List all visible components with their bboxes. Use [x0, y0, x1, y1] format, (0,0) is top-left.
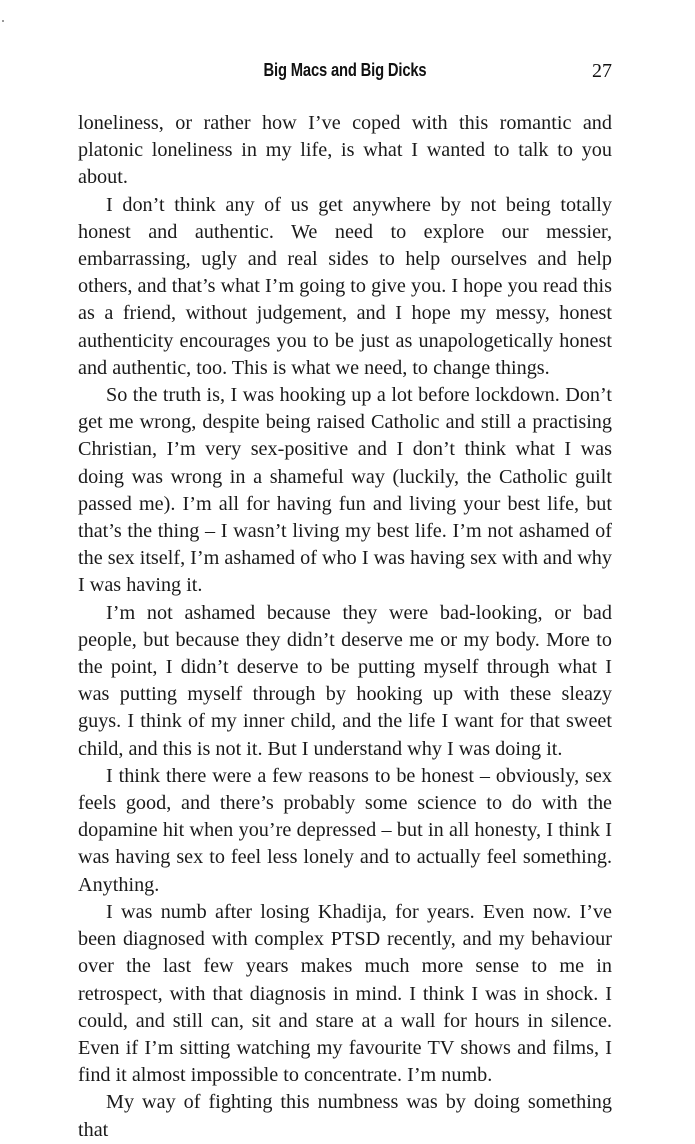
paragraph-6: I was numb after losing Khadija, for years. Even now. I’ve been diagnosed with complex PTSD recently, and my behaviour over the last few years makes much more sense to me in retrospect, with that diagnosis in mind. I think I was in shock. I could, and still can, sit and stare at a wall for hours in silence. Even if I’m sitting watching my favourite TV shows and films, I find it almost impossible to concentrate. I’m numb. [78, 900, 612, 1087]
page-number: 27 [592, 60, 612, 82]
body-text [78, 110, 612, 1144]
running-head [78, 60, 612, 90]
paragraph-3: So the truth is, I was hooking up a lot before lockdown. Don’t get me wrong, despite being raised Catholic and still a practising Christian, I’m very sex-positive and I don’t think what I was doing was wrong in a shameful way (luckily, the Catholic guilt passed me). I’m all for having fun and living your best life, but that’s the thing – I wasn’t living my best life. I’m not ashamed of the sex itself, I’m ashamed of who I was having sex with and why I was having it. [78, 384, 612, 597]
paragraph-2: I don’t think any of us get anywhere by not being totally honest and authentic. We need to explore our messier, embarrassing, ugly and real sides to help ourselves and help others, and that’s what I’m going to give you. I hope you read this as a friend, without judgement, and I hope my messy, honest authenticity encourages you to be just as unapologetically honest and authentic, too. This is what we need, to change things. [78, 193, 612, 379]
paragraph-1: loneliness, or rather how I’ve coped with this romantic and platonic loneliness in my life, is what I wanted to talk to you about. [78, 112, 612, 189]
paragraph-7: My way of fighting this numbness was by doing something that [78, 1091, 612, 1141]
running-title: Big Macs and Big Dicks [263, 60, 427, 80]
paragraph-5: I think there were a few reasons to be honest – obviously, sex feels good, and there’s probably some science to do with the dopamine hit when you’re depressed – but in all honesty, I think I was having sex to feel less lonely and to actually feel something. Anything. [78, 764, 612, 896]
scan-edge-mark [2, 20, 4, 22]
paragraph-4: I’m not ashamed because they were bad-looking, or bad people, but because they didn’t deserve me or my body. More to the point, I didn’t deserve to be putting myself through what I was putting myself through by hooking up with these sleazy guys. I think of my inner child, and the life I want for that sweet child, and this is not it. But I understand why I was doing it. [78, 601, 612, 760]
